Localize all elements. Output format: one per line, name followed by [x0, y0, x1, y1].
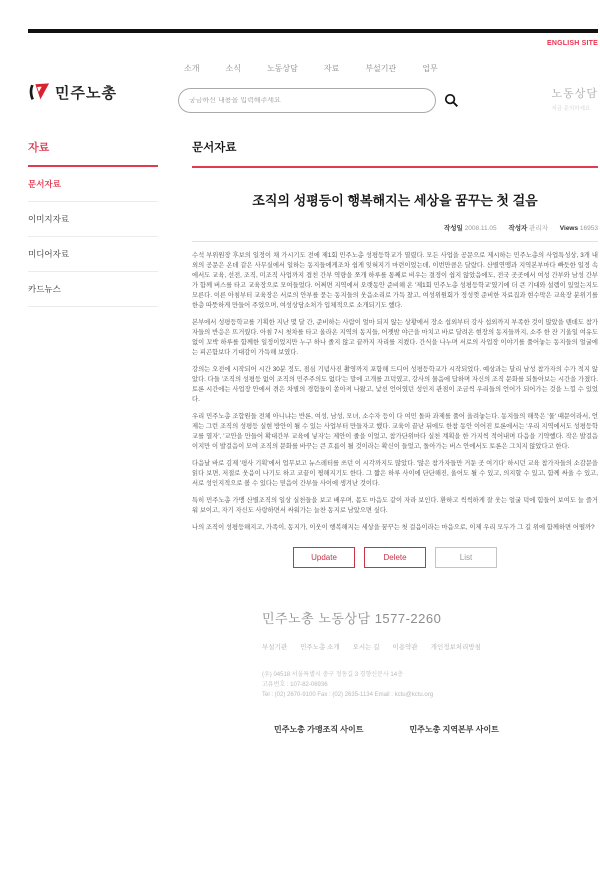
nav-item-about[interactable]: 소개: [184, 64, 200, 73]
article-paragraph: 본부에서 성평등학교를 기획한 지난 몇 달 간, 준비하는 사람이 얼마 되지 않는 상황에서 장소 섭외부터 강사 섭외까지 부족한 것이 많았을 텐데도 참가자들의 반응은 뜨거웠다. 아침 7시 첫차를 타고 올라온 지역의 동지들, 어젯밤 야근을 마치고 바로 달려온 현장의 동지들까지, 소주 한 잔 기울일 여유도 없이 꼬박 하루를 함께한 일정이었지만 누구 하나 졸지 않고 끝까지 자리를 지켰다. 간식을 나누며 서로의 사업장 이야기를 풀어놓는 동지들의 얼굴에는 피곤함보다 기대감이 가득해 보였다.: [192, 319, 598, 356]
search-row: [178, 88, 473, 113]
meta-author-value: 관리자: [529, 225, 548, 232]
section-accent-rule: [192, 166, 598, 168]
labor-counsel-block: [551, 57, 598, 113]
footer-site-links: [262, 724, 598, 735]
article-divider: [192, 241, 598, 242]
article-paragraph: 특히 민주노총 가맹 산별조직의 일상 실천들을 보고 배우며, 몸도 마음도 같이 자라 보인다. 환하고 씩씩하게 잘 웃는 얼굴 덕에 힘들어 보여도 늘 즐거워 보이고, 자기 자신도 사랑하면서 싸워가는 늘찬 동지로 남았으면 싶다.: [192, 497, 598, 514]
article-meta: [192, 223, 598, 232]
article-paragraph: 강의는 오전에 시작되어 시간 30분 정도, 점심 기념사진 촬영까지 포함해 드디어 성평등학교가 시작되었다. 예상과는 달리 남성 참가자의 수가 적지 않았다. 다들 '조직의 성평등 없이 조직의 민주주의도 없다'는 말에 고개를 끄덕였고, 강사의 물음에 답하며 자신의 조직 문화를 되돌아보는 시간을 가졌다. 토론 시간에는 사업장 안에서 겪은 차별의 경험들이 쏟아져 나왔고, 낯선 언어였던 성인지 관점이 조금씩 우리들의 언어가 되어가는 것을 느낄 수 있었다.: [192, 366, 598, 403]
sidebar: [28, 139, 158, 735]
footer-link-directions[interactable]: 오시는 길: [352, 644, 380, 651]
sidebar-item-cardnews[interactable]: 카드뉴스: [28, 272, 158, 307]
footer-contact: Tel : (02) 2670-9100 Fax : (02) 2635-1134 Email : kctu@kctu.org: [262, 692, 434, 698]
search-icon[interactable]: [444, 93, 459, 108]
article-paragraph: 수석 부위원장 후보의 일정이 채 가시기도 전에 제1회 민주노총 성평등학교가 열렸다. 모든 사업을 공문으로 제시하는 민주노총의 사업특성상, 3개 내외의 공문은 온데 같은 사무실에서 일하는 동지들에게조차 쉽게 잊혀지기 마련이었는데, 이번만큼은 달랐다. 산별연맹과 지역본부마다 빠듯한 일정 속에서도 교육, 선전, 조직, 미조직 사업까지 겹친 간부 역량을 쪼개 하루를 통째로 비우는 결정이 쉽지 않았음에도, 전국 곳곳에서 여성 간부와 남성 간부가 함께 버스를 타고 교육장으로 모여들었다. 어쩌면 지역에서 오랫동안 준비해 온 '제1회 민주노총 성평등학교'였기에 더 큰 기대와 설렘이 있었는지도 모른다. 이른 아침부터 교육장은 서로의 안부를 묻는 동지들의 웃음소리로 가득 찼고, 여성위원회가 정성껏 준비한 자료집과 현수막은 교육장 분위기를 한층 따뜻하게 만들어 주었으며, 여성상담소처가 입체적으로 소개되기도 했다.: [192, 252, 598, 309]
page-container: [28, 29, 598, 735]
section-title: 문서자료: [192, 142, 237, 154]
main-nav: [178, 57, 473, 88]
article-paragraph: 나의 조직이 성평등해지고, 가족이, 동지가, 이웃이 행복해지는 세상을 꿈꾸는 첫 걸음이라는 마음으로, 이제 우리 모두가 그 길 위에 함께하면 어떨까?: [192, 524, 595, 531]
meta-date-label: 작성일: [443, 225, 463, 232]
main-panel: [192, 139, 598, 735]
labor-counsel-link[interactable]: 노동상담: [551, 88, 598, 100]
footer-link-terms[interactable]: 이용약관: [392, 644, 418, 651]
nav-item-affiliates[interactable]: 부설기관: [365, 64, 397, 73]
footer-counsel-phone: 민주노총 노동상담 1577-2260: [262, 611, 442, 626]
nav-item-resources[interactable]: 자료: [323, 64, 340, 73]
article-title: 조직의 성평등이 행복해지는 세상을 꿈꾸는 첫 걸음: [252, 193, 538, 208]
labor-counsel-subtext: 지금 문의하세요: [551, 106, 591, 112]
sidebar-item-media[interactable]: 미디어자료: [28, 237, 158, 272]
meta-views-value: 16953: [579, 225, 598, 232]
header-center: [178, 57, 473, 113]
logo[interactable]: [28, 57, 178, 113]
sidebar-item-images[interactable]: 이미지자료: [28, 202, 158, 237]
logo-text: 민주노총: [55, 84, 117, 102]
article-body: [192, 251, 598, 533]
footer-link-privacy[interactable]: 개인정보처리방침: [430, 644, 481, 651]
content: [28, 139, 598, 735]
update-button[interactable]: Update: [293, 547, 355, 568]
nav-item-work[interactable]: 업무: [422, 64, 438, 73]
footer-links: [262, 642, 598, 651]
meta-views-label: Views: [559, 225, 579, 232]
article-paragraph: 우리 민주노총 조합원들 전체 아니냐는 반론, 여성, 남성, 모녀, 소수자 등이 다 여민 돌파 과제를 풀어 올려놓는다. 동지들의 해묵은 '물' 때문이라서, 언제는 그런 조직의 성평등 실현 방안이 될 수 있는 사업부터 만들자고 했다. 교육이 끝난 뒤에도 한참 동안 이어진 토론에서는 '우리 지역에서도 성평등학교를 열자', '교안을 만들어 확대간부 교육에 넣자'는 제안이 줄을 이었고, 참가단위마다 실천 계획을 한 가지씩 적어내며 다음을 기약했다. 작은 발걸음이지만 이 발걸음이 모여 조직의 문화를 바꾸는 큰 흐름이 될 것이라는 확신이 들었고, 돌아가는 버스 안에서도 토론은 그치지 않았다고 한다.: [192, 413, 598, 450]
sidebar-item-documents[interactable]: 문서자료: [28, 167, 158, 202]
delete-button[interactable]: Delete: [364, 547, 426, 568]
footer-link-about[interactable]: 민주노총 소개: [300, 644, 340, 651]
header: [28, 57, 598, 113]
footer-link-affiliates[interactable]: 부설기관: [262, 644, 288, 651]
search-box: [178, 88, 436, 113]
footer-registration-number: 고유번호 : 107-82-06936: [262, 682, 328, 688]
footer-address-block: [262, 670, 598, 700]
regional-sites-link[interactable]: 민주노총 지역본부 사이트: [409, 725, 499, 734]
sidebar-title: 자료: [28, 142, 50, 154]
meta-author-label: 작성자: [508, 225, 528, 232]
english-site-link[interactable]: ENGLISH SITE: [546, 40, 598, 47]
search-input[interactable]: [189, 97, 425, 104]
kctu-flag-icon: [28, 83, 50, 102]
nav-item-news[interactable]: 소식: [225, 64, 241, 73]
affiliate-sites-link[interactable]: 민주노총 가맹조직 사이트: [274, 725, 364, 734]
footer-address: (우) 04518 서울특별시 중구 정동길 3 경향신문사 14층: [262, 672, 403, 678]
footer: [192, 608, 598, 735]
article-actions: [192, 547, 598, 568]
top-black-bar: [28, 29, 598, 33]
article-paragraph: 다음날 바로 김제 '평사 기획'에서 업무보고 뉴스레터를 쓰던 이 시각까지도 많았다. '많은 참가자들만 거둔 곳 여기다' 하시던 교육 참가자들의 소감문을 읽다 보면, 저절로 웃음이 나기도 하고 코끝이 찡해지기도 한다. 그 짧은 하루 사이에 단단해진, 울어도 될 수 있고, 의지할 수 있고, 함께 싸울 수 있고, 서로 성인지적으로 볼 수 있다는 믿음이 간부들 사이에 생겨난 것이다.: [192, 460, 598, 487]
list-button[interactable]: List: [435, 547, 497, 568]
meta-date-value: 2008.11.05: [464, 225, 497, 232]
nav-item-counsel[interactable]: 노동상담: [266, 64, 298, 73]
